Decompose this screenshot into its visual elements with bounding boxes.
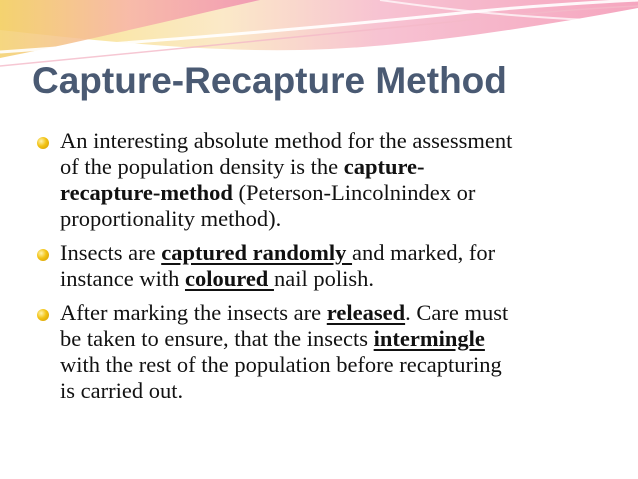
bullet-dot-icon	[37, 137, 49, 149]
bold-term: recapture-method	[60, 180, 233, 205]
emphasized-term: captured randomly	[161, 240, 353, 265]
bullet-text-line	[60, 206, 621, 232]
bullet-item	[36, 128, 621, 232]
bullet-text-line	[60, 378, 621, 404]
bullet-text-line	[60, 266, 621, 292]
text-run: with the rest of the population before recapturing	[60, 352, 502, 377]
bullet-text-line	[60, 240, 621, 266]
slide-title: Capture-Recapture Method	[32, 60, 507, 101]
bold-term: capture-	[343, 154, 425, 179]
text-run: is carried out.	[60, 378, 184, 403]
emphasized-term: coloured	[184, 266, 274, 291]
bullet-dot-icon	[37, 309, 49, 321]
text-run: . Care must	[405, 300, 509, 325]
text-run: After marking the insects are	[60, 300, 327, 325]
bullet-list	[36, 128, 621, 412]
text-run: An interesting absolute method for the assessment	[60, 128, 513, 153]
text-run: instance with	[60, 266, 185, 291]
bullet-text-line	[60, 352, 621, 378]
emphasized-term: released	[326, 300, 406, 325]
text-run: of the population density is the	[60, 154, 344, 179]
bullet-text-line	[60, 326, 621, 352]
bullet-text-line	[60, 300, 621, 326]
bullet-text-line	[60, 180, 621, 206]
text-run: proportionality method).	[60, 206, 282, 231]
emphasized-term: intermingle	[373, 326, 485, 351]
text-run: Insects are	[60, 240, 162, 265]
bullet-dot-icon	[37, 249, 49, 261]
bullet-item	[36, 240, 621, 292]
text-run: nail polish.	[273, 266, 374, 291]
bullet-text-line	[60, 128, 621, 154]
text-run: (Peterson-Lincolnindex or	[232, 180, 476, 205]
text-run: and marked, for	[352, 240, 496, 265]
bullet-text-line	[60, 154, 621, 180]
text-run: be taken to ensure, that the insects	[60, 326, 374, 351]
bullet-item	[36, 300, 621, 404]
